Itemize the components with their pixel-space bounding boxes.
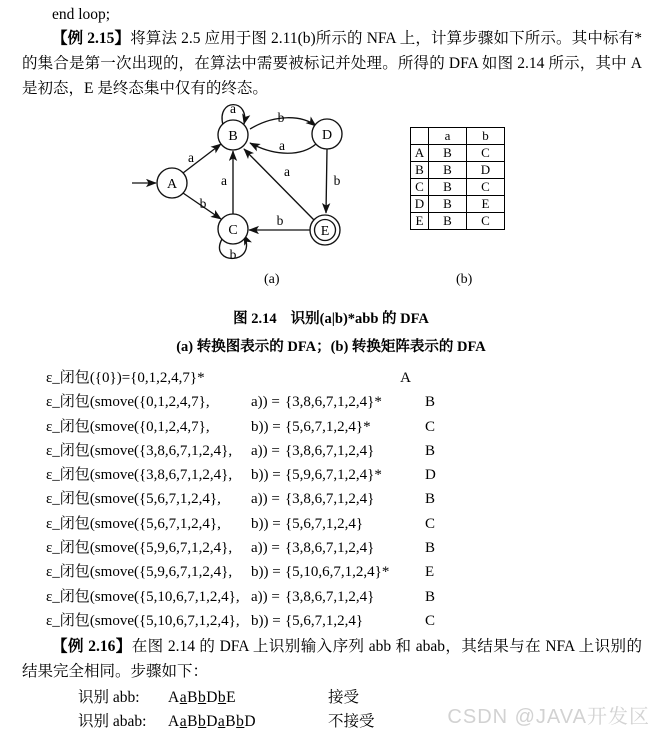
figure-caption-sub: (a) 转换图表示的 DFA；(b) 转换矩阵表示的 DFA (176, 339, 486, 355)
edge-label-E-C: b (276, 213, 284, 228)
recognition-result: 不接受 (328, 713, 375, 730)
table-row-header-D: D (411, 196, 429, 213)
closure-row (46, 366, 445, 390)
closure-prefix: ε_闭包 (46, 370, 90, 386)
closure-state: A (400, 370, 412, 386)
closure-expr: (smove( (89, 442, 139, 459)
table-cell-A-a: B (429, 145, 467, 162)
table-cell-E-a: B (429, 213, 467, 230)
csdn-watermark: CSDN @JAVA开发区 (447, 706, 650, 728)
closure-result: {3,8,6,7,1,2,4}* (284, 394, 382, 411)
closure-prefix: ε_闭包 (46, 418, 90, 435)
closure-arg: {5,9,6,7,1,2,4}, (138, 540, 233, 557)
closure-symbol: b)) = (250, 515, 281, 532)
figure-caption-number: 图 2.14 (233, 311, 277, 327)
recognition-row-abb (78, 686, 375, 710)
table-cell-B-b: D (467, 162, 505, 179)
closure-symbol: b)) = (250, 612, 281, 629)
closure-result: {3,8,6,7,1,2,4} (284, 491, 375, 508)
closure-state: B (424, 394, 435, 411)
closure-row (46, 439, 445, 463)
table-cell-D-a: B (429, 196, 467, 213)
edge-label-C-B: a (221, 173, 227, 188)
closure-expr: (smove( (89, 564, 139, 581)
edge-label-A-C: b (199, 196, 207, 211)
closure-row (46, 487, 445, 511)
closure-expr: (smove( (89, 491, 139, 508)
closure-row (46, 585, 445, 609)
closure-expr: (smove( (89, 418, 139, 435)
closure-expr: (smove( (89, 394, 139, 411)
closure-state: B (424, 442, 435, 459)
closure-state: B (424, 540, 435, 557)
recognition-sequence: AaBbDbE (168, 689, 237, 706)
closure-arg: {3,8,6,7,1,2,4}, (138, 467, 233, 484)
figure-2-14 (0, 100, 662, 355)
closure-state: C (424, 418, 435, 435)
table-row (411, 196, 505, 213)
example-2-15-label: 【例 2.15】 (52, 30, 131, 47)
example-2-15-text: 将算法 2.5 应用于图 2.11(b)所示的 NFA 上，计算步骤如下所示。其中标有*的集合是第一次出现的，在算法中需要被标记并处理。所得的 DFA 如图 2.14 所示，其中 A 是初态，E 是终态集中仅有的终态。 (22, 30, 642, 97)
example-2-16-paragraph (22, 634, 642, 684)
table-col-header-b: b (467, 128, 505, 145)
table-row-header-B: B (411, 162, 429, 179)
closure-symbol: a)) = (250, 540, 280, 557)
closure-arg: {5,10,6,7,1,2,4}, (138, 588, 240, 605)
closure-symbol: b)) = (250, 564, 281, 581)
table-row (411, 213, 505, 230)
recognition-label: 识别 abb: (78, 689, 140, 706)
edge-label-D-B: a (279, 138, 285, 153)
table-cell-A-b: C (467, 145, 505, 162)
dfa-state-diagram (130, 100, 380, 265)
closure-expr: (smove( (89, 612, 139, 629)
closure-expr: (smove( (89, 467, 139, 484)
closure-row (46, 415, 445, 439)
table-row (411, 179, 505, 196)
closure-state: E (424, 564, 435, 581)
table-cell-C-b: C (467, 179, 505, 196)
closure-arg: {3,8,6,7,1,2,4}, (138, 442, 233, 459)
example-2-16-label: 【例 2.16】 (52, 638, 132, 655)
closure-expr: (smove( (89, 515, 139, 532)
table-row-header-A: A (411, 145, 429, 162)
closure-row (46, 390, 445, 414)
table-row-header-E: E (411, 213, 429, 230)
closure-symbol: a)) = (250, 394, 280, 411)
closure-prefix: ε_闭包 (46, 564, 90, 581)
table-corner-cell (411, 128, 429, 145)
closure-expr: (smove( (89, 540, 139, 557)
closure-symbol: b)) = (250, 418, 281, 435)
closure-result: {5,6,7,1,2,4}* (284, 418, 371, 435)
edge-label-B-D: b (277, 110, 285, 125)
state-label-D: D (321, 128, 333, 143)
closure-result: {3,8,6,7,1,2,4} (284, 540, 375, 557)
closure-state: C (424, 612, 435, 629)
closure-result: {5,6,7,1,2,4} (284, 515, 364, 532)
code-line-end-loop: end loop; (52, 6, 111, 23)
closure-result: {5,10,6,7,1,2,4}* (284, 564, 390, 581)
closure-result: {3,8,6,7,1,2,4} (284, 588, 375, 605)
closure-arg: {5,6,7,1,2,4}, (138, 515, 221, 532)
table-col-header-a: a (429, 128, 467, 145)
table-row-header-C: C (411, 179, 429, 196)
closure-symbol: a)) = (250, 588, 280, 605)
closure-prefix: ε_闭包 (46, 442, 90, 459)
edge-label-E-B: a (284, 164, 290, 179)
state-label-C: C (228, 223, 238, 238)
closure-prefix: ε_闭包 (46, 467, 90, 484)
closure-arg: {5,10,6,7,1,2,4}, (138, 612, 240, 629)
figure-caption-main (0, 307, 662, 328)
recognition-label: 识别 abab: (78, 713, 147, 730)
state-label-B: B (228, 129, 238, 144)
closure-prefix: ε_闭包 (46, 612, 90, 629)
edge-label-C-C: b (229, 247, 237, 262)
closure-prefix: ε_闭包 (46, 394, 90, 411)
table-cell-D-b: E (467, 196, 505, 213)
closure-expr: ({0})= (89, 370, 131, 386)
closure-row (46, 536, 445, 560)
closure-symbol: b)) = (250, 467, 281, 484)
closure-prefix: ε_闭包 (46, 588, 90, 605)
closure-result: {3,8,6,7,1,2,4} (284, 442, 375, 459)
edge-label-B-B: a (230, 101, 236, 116)
closure-result: {0,1,2,4,7}* (130, 370, 205, 386)
closure-row (46, 560, 445, 584)
closure-result: {5,6,7,1,2,4} (284, 612, 364, 629)
edge-E-B (244, 149, 314, 220)
closure-prefix: ε_闭包 (46, 540, 90, 557)
closure-expr: (smove( (89, 588, 139, 605)
closure-result: {5,9,6,7,1,2,4}* (284, 467, 382, 484)
figure-caption-title: 识别(a|b)*abb 的 DFA (290, 311, 429, 327)
table-cell-C-a: B (429, 179, 467, 196)
state-label-E: E (320, 224, 330, 239)
edge-label-D-E: b (333, 173, 341, 188)
closure-state: D (424, 467, 436, 484)
epsilon-closure-list (46, 366, 445, 633)
closure-arg: {5,6,7,1,2,4}, (138, 491, 221, 508)
recognition-row-abab (78, 710, 375, 734)
recognition-result: 接受 (328, 689, 360, 706)
example-2-16-text: 在图 2.14 的 DFA 上识别输入序列 abb 和 abab，其结果与在 NFA 上识别的结果完全相同。步骤如下： (22, 638, 642, 680)
figure-sublabel-a: (a) (264, 272, 280, 287)
closure-state: B (424, 588, 435, 605)
closure-prefix: ε_闭包 (46, 491, 90, 508)
table-header-row (411, 128, 505, 145)
closure-row (46, 609, 445, 633)
edge-D-E (326, 149, 327, 213)
closure-state: B (424, 491, 435, 508)
recognition-sequence: AaBbDaBbD (168, 713, 257, 730)
state-label-A: A (166, 177, 178, 192)
recognition-steps (78, 686, 375, 734)
closure-row (46, 512, 445, 536)
table-cell-E-b: C (467, 213, 505, 230)
table-row (411, 162, 505, 179)
transition-matrix-table (410, 127, 505, 230)
closure-symbol: a)) = (250, 491, 280, 508)
table-cell-B-a: B (429, 162, 467, 179)
closure-row (46, 463, 445, 487)
closure-arg: {0,1,2,4,7}, (138, 418, 210, 435)
edge-label-A-B: a (188, 150, 194, 165)
closure-prefix: ε_闭包 (46, 515, 90, 532)
figure-sublabel-b: (b) (456, 272, 473, 287)
closure-arg: {0,1,2,4,7}, (138, 394, 210, 411)
table-row (411, 145, 505, 162)
closure-symbol: a)) = (250, 442, 280, 459)
closure-arg: {5,9,6,7,1,2,4}, (138, 564, 233, 581)
closure-state: C (424, 515, 435, 532)
example-2-15-paragraph (22, 26, 642, 101)
